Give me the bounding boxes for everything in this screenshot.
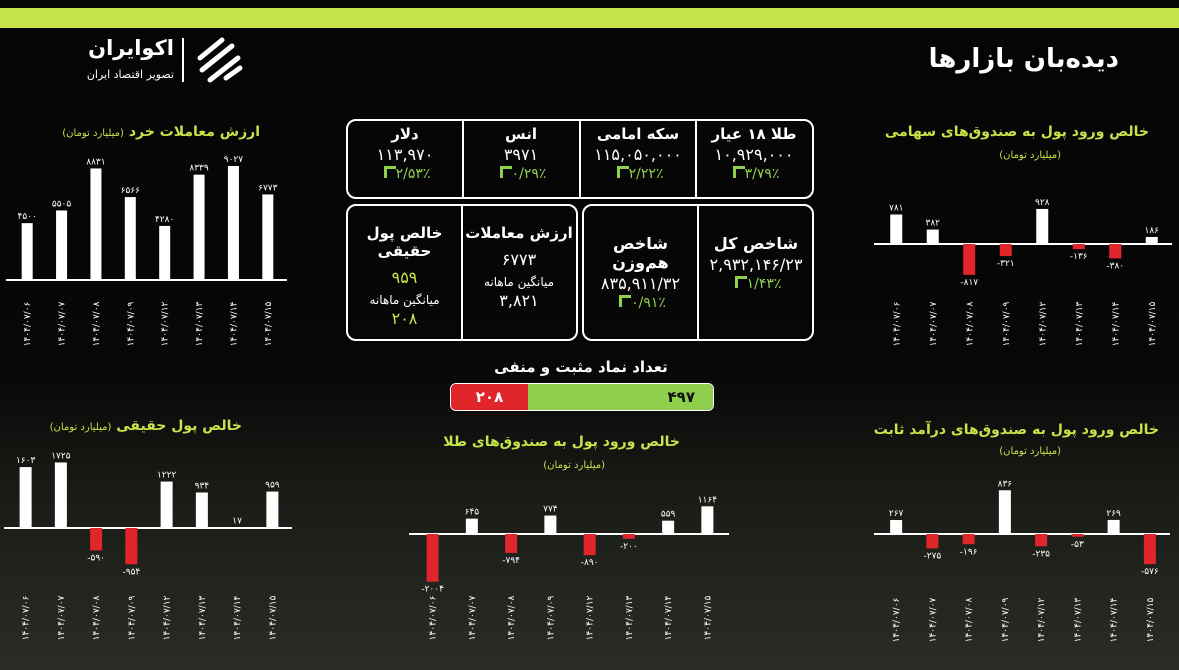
bar xyxy=(584,534,596,555)
data-label: -۵۳ xyxy=(1070,539,1084,550)
index-panel xyxy=(582,204,814,341)
data-label: -۷۹۴ xyxy=(502,555,520,566)
x-tick-label: ۱۴۰۴/۰۷/۱۵ xyxy=(1145,597,1156,643)
bar xyxy=(890,214,902,244)
page-title: دیده‌بان بازارها xyxy=(928,44,1119,74)
data-label: ۶۵۶۶ xyxy=(120,186,140,197)
chart-real-money xyxy=(0,412,300,662)
symbols-bar xyxy=(450,383,714,411)
price-value: ۱۱۳,۹۷۰ xyxy=(376,145,434,164)
bar xyxy=(1073,244,1085,249)
price-value: ۱۰,۹۲۹,۰۰۰ xyxy=(714,145,794,164)
bar xyxy=(1000,244,1012,256)
price-label: طلا ۱۸ عیار xyxy=(711,125,797,143)
data-label: ۵۵۰۵ xyxy=(51,199,72,210)
index-change: ۱/۴۳٪ xyxy=(698,276,814,292)
bar xyxy=(963,534,975,544)
x-tick-label: ۱۴۰۴/۰۷/۱۴ xyxy=(1111,301,1122,347)
data-label: ۸۳۳۹ xyxy=(189,163,209,174)
bar xyxy=(890,520,902,534)
prices-panel xyxy=(346,119,814,199)
x-tick-label: ۱۴۰۴/۰۷/۰۶ xyxy=(23,301,34,347)
bar xyxy=(927,230,939,244)
bar xyxy=(1146,237,1158,244)
bar xyxy=(926,534,938,548)
up-arrow-icon xyxy=(735,276,747,288)
data-label: ۷۸۱ xyxy=(888,203,904,214)
data-label: ۲۶۷ xyxy=(888,509,904,520)
index-equal-weight xyxy=(584,234,697,311)
chart-title: خالص ورود پول به صندوق‌های طلا xyxy=(443,434,680,450)
monthly-avg-value: ۳,۸۲۱ xyxy=(499,291,539,310)
x-tick-label: ۱۴۰۴/۰۷/۱۴ xyxy=(233,595,244,641)
x-tick-label: ۱۴۰۴/۰۷/۱۴ xyxy=(1109,597,1120,643)
data-label: -۵۹۰ xyxy=(87,553,105,564)
data-label: -۸۱۷ xyxy=(960,277,979,288)
x-tick-label: ۱۴۰۴/۰۷/۰۹ xyxy=(1000,597,1011,643)
bar xyxy=(194,175,205,280)
data-label: ۹۲۸ xyxy=(1034,197,1050,208)
x-tick-label: ۱۴۰۴/۰۷/۰۸ xyxy=(507,595,518,641)
logo-divider xyxy=(182,38,184,82)
data-label: ۱۷۲۵ xyxy=(51,451,71,462)
up-arrow-icon xyxy=(617,166,629,178)
data-label: ۱۶۰۳ xyxy=(15,456,36,467)
price-gold18 xyxy=(696,125,812,182)
data-label: ۱۷ xyxy=(232,516,242,527)
bar xyxy=(1036,209,1048,244)
index-label: شاخص هم‌وزن xyxy=(612,234,669,272)
x-tick-label: ۱۴۰۴/۰۷/۰۷ xyxy=(57,301,68,347)
x-tick-label: ۱۴۰۴/۰۷/۰۹ xyxy=(127,595,138,641)
data-label: ۶۷۷۳ xyxy=(258,183,278,194)
data-label: -۳۸۰ xyxy=(1106,261,1125,272)
chart-equity-funds xyxy=(870,120,1179,360)
trading-value-cell xyxy=(462,224,576,310)
x-tick-label: ۱۴۰۴/۰۷/۰۸ xyxy=(91,301,102,347)
x-tick-label: ۱۴۰۴/۰۷/۰۸ xyxy=(964,597,975,643)
x-tick-label: ۱۴۰۴/۰۷/۱۳ xyxy=(197,595,208,641)
data-label: -۲۳۵ xyxy=(1032,549,1050,560)
data-label: ۹۵۹ xyxy=(265,480,280,491)
x-tick-label: ۱۴۰۴/۰۷/۱۵ xyxy=(1147,301,1158,347)
top-accent-bar xyxy=(0,8,1179,28)
bar xyxy=(466,519,478,534)
x-tick-label: ۱۴۰۴/۰۷/۰۷ xyxy=(56,595,67,641)
data-label: -۹۵۴ xyxy=(122,567,141,578)
bar xyxy=(266,492,278,528)
price-value: ۱۱۵,۰۵۰,۰۰۰ xyxy=(594,145,682,164)
x-tick-label: ۱۴۰۴/۰۷/۰۹ xyxy=(546,595,557,641)
x-tick-label: ۱۴۰۴/۰۷/۰۸ xyxy=(92,595,103,641)
index-label: شاخص کل xyxy=(713,234,799,253)
bar xyxy=(427,534,439,582)
price-ounce xyxy=(463,125,579,182)
x-tick-label: ۱۴۰۴/۰۷/۰۶ xyxy=(892,597,903,643)
bar xyxy=(999,490,1011,534)
real-money-cell xyxy=(348,224,461,328)
x-tick-label: ۱۴۰۴/۰۷/۱۳ xyxy=(624,595,635,641)
bar xyxy=(161,482,173,528)
data-label: ۹۰۲۷ xyxy=(223,154,244,165)
chart-subtitle: (میلیارد تومان) xyxy=(543,460,605,471)
bar xyxy=(125,528,137,564)
brand-logo xyxy=(62,36,252,88)
data-label: -۱۹۶ xyxy=(959,547,978,558)
data-label: -۲۰۰ xyxy=(620,541,638,552)
divider xyxy=(697,206,699,339)
data-label: ۸۳۶ xyxy=(997,479,1013,490)
x-tick-label: ۱۴۰۴/۰۷/۰۶ xyxy=(892,301,903,347)
trading-value: ۹۵۹ xyxy=(391,268,418,287)
data-label: -۳۲۱ xyxy=(996,259,1015,270)
price-change: ۲/۵۳٪ xyxy=(348,166,462,182)
up-arrow-icon xyxy=(384,166,396,178)
x-tick-label: ۱۴۰۴/۰۷/۱۲ xyxy=(160,301,171,347)
chart-subtitle: (میلیارد تومان) xyxy=(999,150,1061,161)
bar xyxy=(90,168,101,280)
bar xyxy=(701,506,713,534)
bar xyxy=(231,527,243,528)
x-tick-label: ۱۴۰۴/۰۷/۰۶ xyxy=(21,595,32,641)
chart-retail-trading-value xyxy=(0,120,300,360)
index-value: ۲,۹۳۲,۱۴۶/۲۳ xyxy=(709,255,803,274)
data-label: -۵۷۶ xyxy=(1141,567,1159,578)
data-label: -۲۷۵ xyxy=(923,551,942,562)
x-tick-label: ۱۴۰۴/۰۷/۱۵ xyxy=(263,301,274,347)
x-tick-label: ۱۴۰۴/۰۷/۰۹ xyxy=(1001,301,1012,347)
bar xyxy=(56,210,67,280)
x-tick-label: ۱۴۰۴/۰۷/۰۷ xyxy=(467,595,478,641)
monthly-avg-label: میانگین ماهانه xyxy=(369,293,440,307)
data-label: ۱۲۲۲ xyxy=(156,470,177,481)
chart-title: خالص ورود پول به صندوق‌های سهامی xyxy=(884,124,1149,140)
x-tick-label: ۱۴۰۴/۰۷/۱۲ xyxy=(162,595,173,641)
monthly-avg-value: ۲۰۸ xyxy=(391,309,418,328)
index-value: ۸۳۵,۹۱۱/۳۲ xyxy=(600,274,681,293)
x-tick-label: ۱۴۰۴/۰۷/۱۴ xyxy=(229,301,240,347)
bar xyxy=(963,244,975,275)
chart-subtitle: (میلیارد تومان) xyxy=(999,446,1061,457)
bar xyxy=(1071,534,1083,537)
price-change: ۲/۲۲٪ xyxy=(580,166,696,182)
x-tick-label: ۱۴۰۴/۰۷/۱۲ xyxy=(585,595,596,641)
divider xyxy=(461,206,463,339)
data-label: -۸۹۰ xyxy=(580,558,599,569)
trading-label: خالص پول حقیقی xyxy=(366,224,443,260)
bar xyxy=(623,534,635,539)
data-label: ۵۵۹ xyxy=(660,509,676,520)
chart-gold-funds xyxy=(405,430,735,662)
negative-symbols: ۲۰۸ xyxy=(451,384,528,410)
up-arrow-icon xyxy=(619,295,631,307)
bar xyxy=(20,467,32,528)
x-tick-label: ۱۴۰۴/۰۷/۰۹ xyxy=(126,301,137,347)
price-coin xyxy=(580,125,696,182)
data-label: ۱۱۶۴ xyxy=(697,495,718,506)
price-label: سکه امامی xyxy=(596,125,680,143)
index-change: ۰/۹۱٪ xyxy=(584,295,697,311)
trading-panel xyxy=(346,204,578,341)
up-arrow-icon xyxy=(733,166,745,178)
brand-tagline: تصویر اقتصاد ایران xyxy=(86,68,174,81)
trading-label: ارزش معاملات xyxy=(465,224,573,242)
bar xyxy=(159,226,170,280)
x-tick-label: ۱۴۰۴/۰۷/۱۲ xyxy=(1038,301,1049,347)
data-label: ۷۷۴ xyxy=(543,504,558,515)
x-tick-label: ۱۴۰۴/۰۷/۱۵ xyxy=(703,595,714,641)
price-label: دلار xyxy=(391,125,419,143)
bar xyxy=(1144,534,1156,564)
x-tick-label: ۱۴۰۴/۰۷/۱۳ xyxy=(1073,597,1084,643)
bar xyxy=(196,493,208,528)
x-tick-label: ۱۴۰۴/۰۷/۰۸ xyxy=(965,301,976,347)
price-value: ۳۹۷۱ xyxy=(503,145,539,164)
data-label: ۶۴۵ xyxy=(464,507,480,518)
bar xyxy=(55,462,67,528)
x-tick-label: ۱۴۰۴/۰۷/۱۵ xyxy=(268,595,279,641)
bar xyxy=(262,194,273,280)
index-total xyxy=(698,234,814,292)
data-label: -۱۳۶ xyxy=(1069,252,1088,263)
data-label: ۸۸۳۱ xyxy=(86,157,106,168)
data-label: ۹۳۴ xyxy=(194,481,210,492)
brand-name: اکوایران xyxy=(88,36,174,60)
x-tick-label: ۱۴۰۴/۰۷/۱۴ xyxy=(664,595,675,641)
bar xyxy=(1109,244,1121,258)
divider xyxy=(462,121,464,197)
bar xyxy=(1035,534,1047,546)
price-label: انس xyxy=(505,125,537,143)
bar xyxy=(228,166,239,280)
positive-symbols: ۴۹۷ xyxy=(528,384,713,410)
data-label: ۴۵۰۰ xyxy=(17,212,37,223)
bar xyxy=(22,223,33,280)
bar xyxy=(125,197,136,280)
data-label: -۲۰۰۴ xyxy=(421,584,444,595)
chart-title: ارزش معاملات خرد (میلیارد تومان) xyxy=(62,124,260,140)
bar xyxy=(662,521,674,534)
brand-mark-icon xyxy=(192,36,244,84)
monthly-avg-label: میانگین ماهانه xyxy=(483,275,555,289)
price-change: ۰/۲۹٪ xyxy=(463,166,579,182)
x-tick-label: ۱۴۰۴/۰۷/۰۶ xyxy=(428,595,439,641)
data-label: ۲۶۹ xyxy=(1106,508,1121,519)
chart-title: خالص ورود پول به صندوق‌های درآمد ثابت xyxy=(873,422,1159,438)
price-change: ۳/۷۹٪ xyxy=(696,166,812,182)
chart-title: خالص پول حقیقی (میلیارد تومان) xyxy=(49,418,242,434)
data-label: ۴۲۸۰ xyxy=(155,214,175,225)
chart-fixed-income-funds xyxy=(870,416,1179,662)
bar xyxy=(505,534,517,553)
divider xyxy=(579,121,581,197)
bar xyxy=(1108,520,1120,534)
trading-value: ۶۷۷۳ xyxy=(501,250,537,269)
up-arrow-icon xyxy=(500,166,512,178)
data-label: ۳۸۲ xyxy=(925,218,941,229)
x-tick-label: ۱۴۰۴/۰۷/۰۷ xyxy=(928,597,939,643)
x-tick-label: ۱۴۰۴/۰۷/۱۳ xyxy=(1074,301,1085,347)
data-label: ۱۸۶ xyxy=(1144,225,1160,236)
x-tick-label: ۱۴۰۴/۰۷/۱۳ xyxy=(195,301,206,347)
bar xyxy=(544,516,556,534)
symbols-title: تعداد نماد مثبت و منفی xyxy=(494,358,668,376)
x-tick-label: ۱۴۰۴/۰۷/۱۲ xyxy=(1037,597,1048,643)
bar xyxy=(90,528,102,550)
price-dollar xyxy=(348,125,462,182)
x-tick-label: ۱۴۰۴/۰۷/۰۷ xyxy=(928,301,939,347)
